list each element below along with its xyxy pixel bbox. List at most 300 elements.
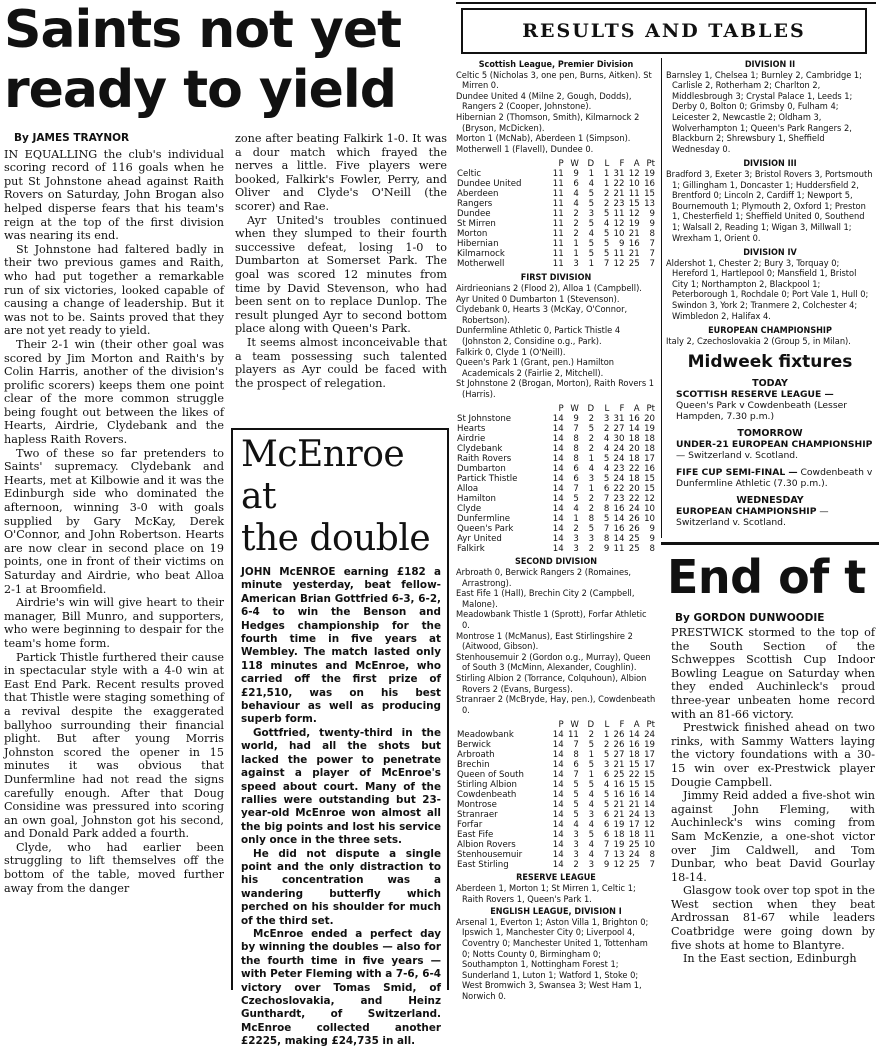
table-cell: 1 [588,484,595,495]
mcenroe-paragraph: Gottfried, twenty-third in the world, had all the shots but lacked the power to penetrate against a player of McEnroe's speed about court. Many of the rallies were outstanding but 23-year-old McEnroe won almost all the big points and lost his service only once in the three sets. [241,726,441,847]
table-row [456,259,656,269]
team-name: Arbroath [457,750,495,761]
result-line: Airdrieonians 2 (Flood 2), Alloa 1 (Campbell). [456,282,642,294]
table-cell: 19 [644,424,655,435]
table-cell: 8 [603,534,610,545]
table-cell: 7 [649,249,655,260]
table-cell: 11 [567,730,579,741]
table-cell: 10 [644,514,655,525]
table-cell: 14 [552,424,564,435]
table-cell: 5 [603,249,610,260]
team-name: Dundee [457,209,491,220]
table-cell: 4 [588,820,595,831]
table-cell: 1 [603,179,610,190]
table-cell: 14 [552,820,564,831]
table-cell: 7 [603,850,610,861]
result-line: Stenhousemuir 2 (Gordon o.g., Murray), Queen of South 3 (McMinn, Alexander, Coughlin). [456,651,651,674]
table-row [456,770,656,780]
bowling-paragraph: Jimmy Reid added a five-shot win against John Fleming, with Auchinleck's wins coming from Sam McKenzie, a one-shot victor over Jim Caldwell, and Tom Dunbar, who beat David Gourlay 18-14. [671,789,875,884]
saints-headline [4,0,444,130]
table-cell: 26 [628,514,640,525]
table-cell: 18 [644,444,655,455]
table-cell: 16 [613,790,625,801]
table-cell: 5 [588,830,595,841]
bowling-paragraph: PRESTWICK stormed to the top of the South Section of the Schweppes Scottish Cup Indoor Bowling League on Saturday when they ended Auchinleck's proud three-year unbeaten home record with an 81-66 victory. [671,626,875,721]
table-cell: 14 [613,514,625,525]
result-line: Stranraer 2 (McBryde, Hay, pen.), Cowdenbeath 0. [456,694,656,716]
team-name: Stirling Albion [457,780,517,791]
table-cell: 24 [613,474,625,485]
table-cell: 22 [613,484,625,495]
table-cell: 4 [588,790,595,801]
team-name: Berwick [457,740,491,751]
table-cell: 5 [603,514,610,525]
team-name: Partick Thistle [457,474,518,485]
fixture-entry [666,389,874,422]
table-header-blank [456,159,549,169]
table-cell: 24 [628,504,640,515]
division-4-heading: DIVISION IV [743,248,797,259]
team-name: Stenhousemuir [457,850,523,861]
table-cell: 15 [644,780,655,791]
table-cell: 5 [603,239,610,250]
premier-table-header [456,159,656,169]
division-3-heading: DIVISION III [743,159,797,170]
table-cell: 11 [628,189,640,200]
table-cell: 22 [613,179,625,190]
team-name: Brechin [457,760,490,771]
table-header-cell: P [558,404,564,415]
team-name: Hamilton [457,494,496,505]
team-name: Montrose [457,800,497,811]
table-cell: 21 [613,800,625,811]
table-cell: 14 [552,800,564,811]
table-row [456,860,656,870]
table-header-cell: F [619,720,625,731]
fixture-day: TODAY [752,378,788,389]
table-row [456,750,656,760]
table-cell: 11 [552,189,564,200]
table-cell: 5 [573,780,579,791]
table-cell: 19 [613,820,625,831]
table-cell: 6 [573,760,579,771]
table-cell: 14 [552,464,564,475]
saints-paragraph: Two of these so far pretenders to Saints' supremacy. Clydebank and Hearts, met at Kilbowie and it was the Edinburgh side who dominated the afternoon, winning 3-0 with goals supplied by Gary McKay, Derek O'Connor, and John Robertson. Hearts are now clear in second place on 19 points, one in front of their victims on Saturday and Airdrie, who beat Alloa 2-1 at Broomfield. [4,446,224,596]
table-cell: 21 [613,189,625,200]
table-cell: 5 [603,209,610,220]
table-cell: 20 [644,414,655,425]
table-cell: 14 [552,740,564,751]
table-cell: 13 [644,199,655,210]
result-line: Aberdeen 1, Morton 1; St Mirren 1, Celtic 1; Raith Rovers 1, Queen's Park 1. [456,882,636,905]
table-cell: 25 [628,860,640,871]
table-cell: 16 [644,464,655,475]
table-cell: 24 [628,810,640,821]
table-cell: 5 [573,494,579,505]
table-cell: 5 [603,800,610,811]
table-cell: 31 [613,414,625,425]
table-cell: 4 [588,179,595,190]
fixture-competition: FIFE CUP SEMI-FINAL — [676,467,798,478]
table-cell: 30 [613,434,625,445]
fixture-detail: Queen's Park v Cowdenbeath (Lesser Hampden, 7.30 p.m.) [676,400,848,422]
fixture-competition: EUROPEAN CHAMPIONSHIP [676,506,817,517]
team-name: Clydebank [457,444,503,455]
table-cell: 23 [613,494,625,505]
table-cell: 5 [588,760,595,771]
premier-league-table [456,159,656,269]
team-name: Ayr United [457,534,502,545]
result-line: Arbroath 0, Berwick Rangers 2 (Romaines, Arrastrong). [456,567,632,589]
table-cell: 16 [613,504,625,515]
table-row [456,474,656,484]
table-cell: 11 [552,219,564,230]
table-cell: 14 [552,474,564,485]
table-cell: 17 [644,750,655,761]
table-row [456,534,656,544]
table-cell: 1 [588,770,595,781]
result-line: Morton 1 (McNab), Aberdeen 1 (Simpson). [456,133,631,145]
table-cell: 14 [552,494,564,505]
table-row [456,464,656,474]
table-cell: 4 [588,850,595,861]
table-cell: 5 [603,474,610,485]
result-line: East Fife 1 (Hall), Brechin City 2 (Campbell, Malone). [456,588,635,610]
table-cell: 22 [628,494,640,505]
table-row [456,219,656,229]
table-cell: 7 [573,484,579,495]
table-cell: 18 [628,434,640,445]
premier-heading: Scottish League, Premier Division [478,60,634,70]
table-row [456,209,656,219]
table-cell: 5 [588,199,595,210]
table-cell: 18 [628,750,640,761]
table-cell: 3 [573,850,579,861]
table-cell: 1 [588,750,595,761]
team-name: Stranraer [457,810,498,821]
first-table-header [456,404,656,414]
division-2-heading: DIVISION II [744,60,796,70]
table-row [456,199,656,209]
table-cell: 19 [613,840,625,851]
table-cell: 10 [628,179,640,190]
table-cell: 11 [613,544,625,555]
result-line: Meadowbank Thistle 1 (Sprott), Forfar Athletic 0. [456,609,647,632]
table-cell: 5 [588,780,595,791]
team-name: Motherwell [457,259,505,270]
table-cell: 5 [588,219,595,230]
bowling-paragraph: Glasgow took over top spot in the West section when they beat Ardrossan 81-67 while leaders Coatbridge were going down by five shots at home to Blantyre. [671,884,875,952]
table-cell: 11 [552,199,564,210]
saints-paragraph: IN EQUALLING the club's individual scoring record of 116 goals when he put St Johnstone ahead against Raith Rovers on Saturday, John Brogan also helped disperse fears that his team's reign at the top of the first division was nearing its end. [4,147,224,243]
result-line: Dundee United 4 (Milne 2, Gough, Dodds), Rangers 2 (Cooper, Johnstone). [456,90,632,113]
second-division-heading: SECOND DIVISION [514,557,597,568]
table-row [456,424,656,434]
fixture-detail: Cowdenbeath v Dunfermline Athletic (7.30 p.m.). [676,467,873,489]
table-cell: 4 [603,444,610,455]
table-cell: 18 [628,454,640,465]
table-cell: 11 [552,229,564,240]
table-cell: 1 [588,169,595,180]
table-cell: 23 [613,464,625,475]
table-cell: 19 [628,219,640,230]
table-cell: 4 [603,219,610,230]
table-header-cell: A [633,720,640,731]
table-cell: 14 [552,850,564,861]
table-cell: 25 [628,840,640,851]
table-cell: 22 [628,464,640,475]
table-cell: 2 [588,504,595,515]
table-row [456,179,656,189]
table-cell: 6 [603,484,610,495]
table-cell: 20 [628,484,640,495]
table-row [456,800,656,810]
table-cell: 4 [588,464,595,475]
table-cell: 1 [603,730,610,741]
table-cell: 14 [644,790,655,801]
table-cell: 4 [573,504,579,515]
table-cell: 18 [628,474,640,485]
second-division-table [456,720,656,870]
table-header-cell: D [587,404,595,415]
table-cell: 3 [588,810,595,821]
bowling-paragraph: Prestwick finished ahead on two rinks, with Sammy Watters laying the victory foundations with a 30-15 win over ex-Prestwick player Dougie Campbell. [671,721,875,789]
team-name: Falkirk [457,544,485,555]
table-cell: 6 [573,464,579,475]
table-cell: 2 [603,189,610,200]
team-name: Queen's Park [457,524,514,535]
table-cell: 10 [644,504,655,515]
table-cell: 1 [588,259,595,270]
saints-paragraph: zone after beating Falkirk 1-0. It was a dour match which frayed the nerves a little. Five players were booked, Falkirk's Fowler, Perry, and Oliver and Clyde's O'Neill (the scorer) and Rae. [235,132,447,213]
table-cell: 4 [588,800,595,811]
team-name: Cowdenbeath [457,790,517,801]
table-cell: 8 [573,434,579,445]
table-cell: 9 [603,544,610,555]
bowling-byline: By GORDON DUNWOODIE [675,612,825,624]
table-cell: 18 [644,434,655,445]
saints-paragraph: Airdrie's win will give heart to their manager, Bill Munro, and supporters, who were beginning to despair for the team's home form. [4,596,224,650]
table-cell: 11 [644,830,655,841]
table-cell: 25 [628,534,640,545]
table-cell: 16 [613,524,625,535]
team-name: Morton [457,229,488,240]
team-name: Celtic [457,169,482,180]
fixture-detail: — Switzerland v. Scotland. [676,506,829,528]
results-top-rule [456,2,876,4]
table-cell: 24 [613,454,625,465]
result-line: Montrose 1 (McManus), East Stirlingshire 2 (Aitwood, Gibson). [456,630,633,653]
table-cell: 3 [588,209,595,220]
bowling-body [663,626,879,966]
table-cell: 14 [628,730,640,741]
table-cell: 2 [573,229,579,240]
table-cell: 19 [644,169,655,180]
result-line: Ayr United 0 Dumbarton 1 (Stevenson). [456,293,620,305]
table-cell: 4 [573,199,579,210]
table-cell: 3 [573,534,579,545]
table-cell: 5 [588,424,595,435]
table-header-cell: Pt [646,720,655,731]
table-cell: 14 [552,770,564,781]
table-header-cell: W [570,404,579,415]
table-cell: 15 [628,760,640,771]
table-cell: 14 [628,424,640,435]
table-header-cell: F [619,159,625,170]
table-cell: 14 [552,544,564,555]
team-name: Forfar [457,820,483,831]
table-cell: 14 [552,860,564,871]
results-title: RESULTS AND TABLES [522,20,806,42]
saints-column-1 [4,130,224,990]
table-cell: 12 [628,169,640,180]
table-cell: 21 [628,800,640,811]
result-line: Arsenal 1, Everton 1; Aston Villa 1, Brighton 0; Ipswich 1, Manchester City 0; Liverpool 4, Coventry 0; Manchester United 1, Tottenham 0; Notts County 0, Birmingham 0; Southampton 1, Nottingham Forest 1; Sunderland 1, Luton 1; Watford 1, Stoke 0; West Bromwich 3, Swansea 3; West Ham 1, Norwich 0. [456,916,649,1002]
table-cell: 14 [552,454,564,465]
table-header-blank [456,720,549,730]
mcenroe-box [231,428,449,1048]
table-cell: 7 [649,239,655,250]
table-cell: 12 [644,494,655,505]
table-cell: 10 [644,840,655,851]
table-header-cell: L [604,159,610,170]
table-row [456,229,656,239]
table-cell: 7 [603,840,610,851]
table-cell: 14 [644,800,655,811]
table-cell: 8 [588,514,595,525]
table-cell: 11 [552,169,564,180]
mcenroe-paragraph: McEnroe ended a perfect day by winning the doubles — also for the fourth time in five years — with Peter Fleming with a 7-6, 6-4 victory over Tomas Smid, of Czechoslovakia, and Heinz Gunthardt, of Switzerland. McEnroe collected another £2225, making £24,735 in all. [241,927,441,1048]
table-cell: 14 [552,524,564,535]
table-cell: 6 [603,830,610,841]
table-row [456,504,656,514]
table-cell: 25 [628,259,640,270]
table-cell: 16 [628,790,640,801]
table-cell: 6 [573,179,579,190]
table-cell: 11 [552,259,564,270]
result-line: Motherwell 1 (Flavell), Dundee 0. [456,143,594,155]
team-name: Hibernian [457,239,499,250]
table-header-cell: P [558,720,564,731]
table-header-cell: Pt [646,159,655,170]
table-cell: 1 [573,514,579,525]
table-cell: 24 [644,730,655,741]
bowling-story [663,548,879,990]
team-name: East Stirling [457,860,509,871]
table-cell: 3 [588,860,595,871]
table-header-blank [456,404,549,414]
table-cell: 9 [649,524,655,535]
table-cell: 31 [613,169,625,180]
table-cell: 3 [573,840,579,851]
team-name: Hearts [457,424,486,435]
table-cell: 7 [573,424,579,435]
table-cell: 18 [628,830,640,841]
result-line: Bradford 3, Exeter 3; Bristol Rovers 3, Portsmouth 1; Gillingham 1, Doncaster 1; Huddersfield 2, Brentford 0; Lincoln 2, Cardiff 1; Newport 5, Bournemouth 1; Plymouth 2, Oxford 1; Preston 1, Chesterfield 1; Sheffield United 0, Southend 1; Walsall 2, Reading 1; Wigan 3, Millwall 1; Wrexham 1, Orient 0. [666,168,873,244]
saints-headline-line-1: Saints not yet [4,0,402,60]
first-division-table [456,404,656,554]
team-name: Airdrie [457,434,486,445]
table-cell: 3 [588,534,595,545]
table-cell: 14 [552,444,564,455]
table-cell: 4 [603,464,610,475]
table-cell: 16 [644,179,655,190]
table-cell: 10 [613,229,625,240]
saints-paragraph: Clyde, who had earlier been struggling to lift themselves off the bottom of the table, moved further away from the danger [4,840,224,895]
mcenroe-paragraph: He did not dispute a single point and the only distraction to his concentration was a wandering butterfly which perched on his shoulder for much of the third set. [241,847,441,927]
table-cell: 13 [613,850,625,861]
result-line: Falkirk 0, Clyde 1 (O'Neill). [456,346,566,358]
table-cell: 5 [588,189,595,200]
table-cell: 8 [603,504,610,515]
table-row [456,484,656,494]
table-row [456,189,656,199]
team-name: Rangers [457,199,493,210]
table-cell: 5 [603,790,610,801]
table-cell: 5 [588,249,595,260]
table-cell: 12 [613,259,625,270]
table-cell: 2 [588,494,595,505]
team-name: Dumbarton [457,464,506,475]
fixture-detail: — Switzerland v. Scotland. [676,450,799,461]
table-cell: 5 [588,239,595,250]
table-cell: 12 [613,860,625,871]
table-cell: 15 [644,484,655,495]
table-cell: 25 [613,770,625,781]
table-cell: 2 [603,199,610,210]
table-cell: 14 [552,750,564,761]
result-line: Barnsley 1, Chelsea 1; Burnley 2, Cambridge 1; Carlisle 2, Rotherham 2; Charlton 2, Middlesbrough 3; Crystal Palace 1, Leeds 1; Derby 0, Bolton 0; Grimsby 0, Fulham 4; Leicester 2, Newcastle 2; Oldham 3, Wolverhampton 1; Queen's Park Rangers 2, Blackburn 2; Shrewsbury 1, Sheffield Wednesday 0. [666,69,862,155]
table-cell: 15 [628,199,640,210]
table-cell: 11 [552,179,564,190]
table-cell: 8 [649,850,655,861]
table-cell: 14 [552,534,564,545]
table-cell: 3 [573,259,579,270]
saints-paragraph: Their 2-1 win (their other goal was scored by Jim Morton and Raith's by Colin Harris, another of the division's prolific scorers) keeps them one point clear of the more common struggle being fought out between the likes of Hearts, Airdrie, Clydebank and the hapless Raith Rovers. [4,337,224,447]
table-cell: 2 [573,524,579,535]
table-cell: 2 [603,740,610,751]
bowling-paragraph: In the East section, Edinburgh [683,952,857,966]
table-cell: 2 [588,434,595,445]
result-line: Clydebank 0, Hearts 3 (McKay, O'Connor, Robertson). [456,304,628,326]
table-row [456,239,656,249]
fixture-entry [666,467,874,489]
table-cell: 15 [644,474,655,485]
table-row [456,444,656,454]
table-cell: 27 [613,424,625,435]
mcenroe-body [241,566,441,1049]
table-cell: 25 [628,544,640,555]
table-cell: 9 [649,534,655,545]
second-table-header [456,720,656,730]
fixture-day: TOMORROW [737,428,803,439]
table-cell: 9 [649,219,655,230]
table-cell: 7 [649,860,655,871]
result-line: Stirling Albion 2 (Torrance, Colquhoun), Albion Rovers 2 (Evans, Burgess). [456,673,647,695]
table-cell: 9 [619,239,625,250]
table-cell: 14 [552,780,564,791]
table-cell: 16 [628,740,640,751]
table-cell: 24 [613,444,625,455]
team-name: Queen of South [457,770,524,781]
table-cell: 3 [573,830,579,841]
table-cell: 4 [603,434,610,445]
saints-paragraph: St Johnstone had faltered badly in their two previous games and Raith, who had put together a remarkable run of six victories, looked capable of causing a change of leadership. But it was not to be. Saints proved that they are not yet ready to yield. [4,242,224,338]
saints-headline-line-2: ready to yield [4,60,396,120]
table-cell: 8 [573,444,579,455]
table-cell: 9 [573,169,579,180]
table-cell: 14 [613,534,625,545]
